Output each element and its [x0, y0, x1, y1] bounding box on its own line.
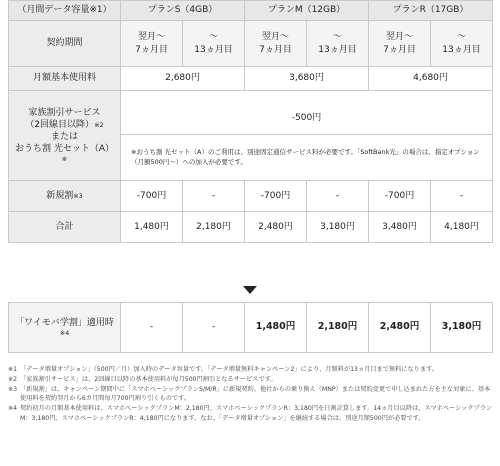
family-discount-row	[9, 91, 493, 135]
total-cell: 3,180円	[307, 212, 369, 243]
student-discount-row	[9, 303, 493, 353]
footnote-ref: ※4	[59, 329, 70, 338]
base-fee-label: 月額基本使用料	[9, 67, 121, 91]
base-fee-s: 2,680円	[121, 67, 245, 91]
contract-row	[9, 21, 493, 67]
period-2: 〜 13ヵ月目	[183, 21, 245, 67]
new-discount-cell: -	[183, 181, 245, 212]
new-discount-label: 新規割※3	[9, 181, 121, 212]
student-cell: 2,180円	[307, 303, 369, 353]
total-cell: 2,180円	[183, 212, 245, 243]
period-1: 翌月〜 7ヵ月目	[121, 21, 183, 67]
total-label: 合計	[9, 212, 121, 243]
contract-label: 契約期間	[9, 21, 121, 67]
footnotes	[8, 365, 494, 424]
footnote-1: ※1 「データ増量オプション」（500円／月）加入時のデータ容量です。「データ増量無料キャンペーン2」により、月額料が13ヵ月目まで無料になります。	[8, 366, 438, 373]
pricing-table	[8, 0, 493, 243]
total-row	[9, 212, 493, 243]
family-label-line5: ※	[61, 155, 68, 164]
period-2: 〜 13ヵ月目	[431, 21, 493, 67]
footnote-ref: ※2	[94, 120, 104, 129]
family-label-line2: （2回線目以降）※2	[25, 119, 104, 130]
student-discount-label	[9, 303, 121, 353]
family-label-line1: 家族割引サービス	[28, 107, 101, 118]
student-label-text: 「ワイモバ学割」適用時	[15, 318, 114, 329]
period-1: 翌月〜 7ヵ月目	[245, 21, 307, 67]
down-arrow-icon	[243, 286, 257, 294]
period-1: 翌月〜 7ヵ月目	[369, 21, 431, 67]
new-discount-cell: -700円	[245, 181, 307, 212]
new-discount-cell: -700円	[121, 181, 183, 212]
total-cell: 2,480円	[245, 212, 307, 243]
plan-s-header: プランS（4GB）	[121, 1, 245, 21]
plan-r-header: プランR（17GB）	[369, 1, 493, 21]
family-label-line4: おうち割 光セット（A）	[14, 144, 115, 155]
footnote-3: ※3 「新規割」は、キャンペーン期間中に「スマホベーシックプランS/M/R」に新規契約、他社からの乗り換え（MNP）または契約変更で申し込まれた方を主な対象に、基本使用料を契約翌月から6カ月間毎月700円割り引くものです。	[8, 385, 491, 403]
header-row	[9, 1, 493, 21]
new-discount-cell: -	[431, 181, 493, 212]
family-label-line3: または	[50, 132, 78, 143]
family-discount-note: ※おうち割 光セット（A）のご利用は、別途固定通信サービス料が必要です。「SoftBank光」の場合は、指定オプション（月額500円〜）への加入が必要です。	[121, 135, 493, 181]
data-capacity-header: （月間データ容量※1）	[9, 1, 121, 21]
student-cell: 3,180円	[431, 303, 493, 353]
total-cell: 4,180円	[431, 212, 493, 243]
student-cell: -	[183, 303, 245, 353]
new-discount-cell: -	[307, 181, 369, 212]
total-cell: 1,480円	[121, 212, 183, 243]
footnote-4: ※4 契約初月の月額基本使用料は、スマホベーシックプランM：2,180円、スマホベーシックプランR：3,180円を日割計算します。14ヵ月目以降は、スマホベーシックプランM：3,180円、スマホベーシックプランR：4,180円になります。なお、「データ増量オプション」を継続する場合は、別途月額500円が必要です。	[8, 405, 493, 422]
base-fee-row	[9, 67, 493, 91]
student-cell: 2,480円	[369, 303, 431, 353]
total-cell: 3,480円	[369, 212, 431, 243]
base-fee-r: 4,680円	[369, 67, 493, 91]
student-discount-table	[8, 302, 493, 353]
base-fee-m: 3,680円	[245, 67, 369, 91]
period-2: 〜 13ヵ月目	[307, 21, 369, 67]
new-discount-cell: -700円	[369, 181, 431, 212]
student-cell: -	[121, 303, 183, 353]
family-discount-label	[9, 91, 121, 181]
new-discount-row	[9, 181, 493, 212]
footnote-ref: ※3	[73, 191, 83, 200]
footnote-2: ※2 「家族割引サービス」は、2回線目以降の基本使用料が毎月500円割引となるサービスです。	[8, 375, 277, 383]
plan-m-header: プランM（12GB）	[245, 1, 369, 21]
student-cell: 1,480円	[245, 303, 307, 353]
family-discount-value: -500円	[121, 91, 493, 135]
